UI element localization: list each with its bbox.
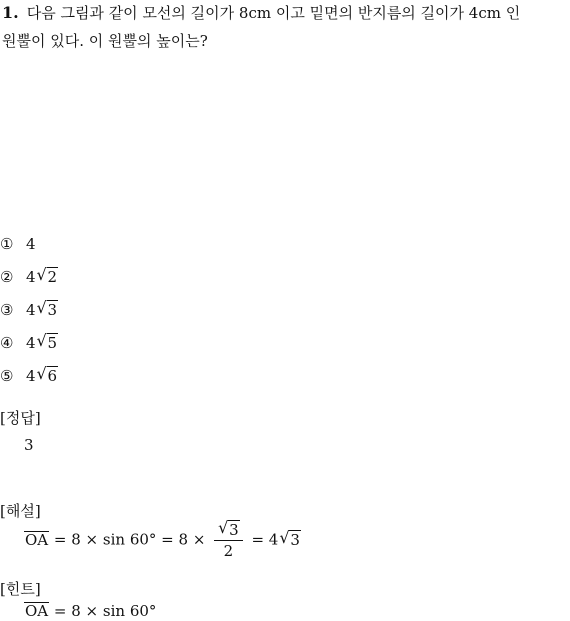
explanation-expr-2: = 4 — [246, 530, 279, 549]
choice-radicand: 6 — [47, 367, 58, 385]
answer-label: [정답] — [0, 409, 41, 427]
segment-oa: OA — [25, 530, 49, 549]
sqrt-symbol — [37, 298, 59, 322]
choice-2[interactable] — [0, 265, 58, 289]
choice-coef: 4 — [26, 268, 36, 286]
question-line-2 — [2, 30, 208, 51]
choice-marker: ① — [0, 235, 14, 253]
choice-marker: ② — [0, 268, 14, 286]
question-line-1 — [2, 2, 520, 23]
sqrt-symbol — [37, 331, 59, 355]
choice-radicand: 3 — [47, 301, 58, 319]
choice-radicand: 5 — [47, 334, 58, 352]
fraction-numerator — [214, 520, 243, 541]
explanation-label: [해설] — [0, 502, 41, 520]
sqrt-symbol — [218, 520, 240, 540]
choice-marker: ③ — [0, 301, 14, 319]
sqrt-symbol — [279, 530, 301, 549]
fraction — [214, 520, 243, 561]
explanation-formula — [24, 520, 301, 561]
choice-5[interactable] — [0, 364, 58, 388]
choice-coef: 4 — [26, 367, 36, 385]
figure-area — [0, 66, 570, 226]
segment-oa: OA — [25, 602, 49, 620]
choice-coef: 4 — [26, 301, 36, 319]
choice-coef: 4 — [26, 235, 36, 253]
question-text-2: 원뿔이 있다. 이 원뿔의 높이는? — [2, 32, 208, 50]
hint-label: [힌트] — [0, 580, 41, 598]
sqrt-symbol — [37, 364, 59, 388]
choice-marker: ⑤ — [0, 367, 14, 385]
result-radicand: 3 — [290, 530, 300, 549]
choice-3[interactable] — [0, 298, 58, 322]
choice-marker: ④ — [0, 334, 14, 352]
choice-4[interactable] — [0, 331, 58, 355]
sqrt-symbol — [37, 265, 59, 289]
choice-coef: 4 — [26, 334, 36, 352]
choice-radicand: 2 — [47, 268, 58, 286]
hint-formula — [24, 602, 156, 620]
choice-1[interactable] — [0, 232, 36, 256]
explanation-expr-1: = 8 × sin 60° = 8 × — [49, 530, 211, 549]
answer-value: 3 — [24, 436, 34, 454]
question-number: 1. — [2, 3, 19, 22]
fraction-denominator: 2 — [223, 542, 234, 560]
hint-expr: = 8 × sin 60° — [49, 602, 157, 620]
fraction-radicand: 3 — [229, 521, 239, 539]
question-text-1: 다음 그림과 같이 모선의 길이가 8cm 이고 밑면의 반지름의 길이가 4cm 인 — [26, 4, 521, 22]
